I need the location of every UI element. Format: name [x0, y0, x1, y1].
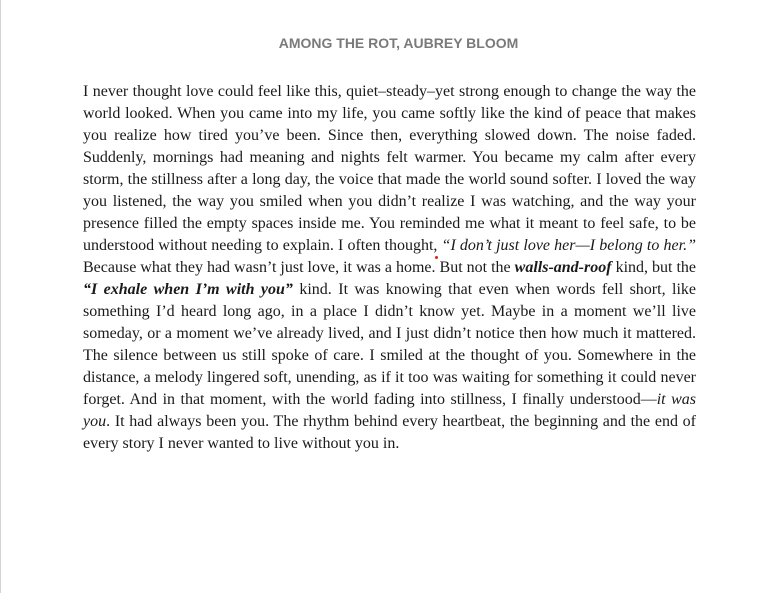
text-segment: kind, but the [611, 259, 697, 276]
text-segment: Because what they had wasn’t just love, it was a home. [83, 259, 436, 276]
body-paragraph[interactable] [83, 81, 696, 455]
text-segment: I never thought love could feel like this, quiet–steady–yet strong enough to change the way the world looked. When you came into my life, you came softly like the kind of peace that makes you realize how tired you’ve been. Since then, everything slowed down. The noise faded. Suddenly, mornings had meaning and nights felt warmer. You became my calm after every storm, the stillness after a long day, the voice that made the world sound softer. I loved the way you listened, the way you smiled when you didn’t realize I was watching, and the way your presence filled the empty spaces inside me. You reminded me what it meant to feel safe, to be understood without needing to explain. I often thought, [83, 83, 696, 254]
page-header: AMONG THE ROT, AUBREY BLOOM [278, 35, 519, 51]
bold-italic-quote: “I exhale when I’m with you” [83, 281, 293, 298]
italic-phrase: it was you [83, 391, 696, 430]
text-segment: kind. It was knowing that even when words fell short, like something I’d heard long ago, in a place I didn’t know yet. Maybe in a moment we’ll live someday, or a moment we’ve already lived, and I just didn’t notice then how much it mattered. The silence between us still spoke of care. I smiled at the thought of you. Somewhere in the distance, a melody lingered soft, unending, as if it too was waiting for something it could never forget. And in that moment, with the world fading into stillness, I finally understood— [83, 281, 696, 408]
page-left-border [0, 0, 1, 593]
italic-quote: “I don’t just love her—I belong to her.” [437, 237, 696, 254]
text-segment: . It had always been you. The rhythm behind every heartbeat, the beginning and the end of every story I never wanted to live without you in. [83, 413, 696, 452]
bold-italic-phrase: walls-and-roof [514, 259, 612, 276]
text-segment: But not the [435, 259, 515, 276]
